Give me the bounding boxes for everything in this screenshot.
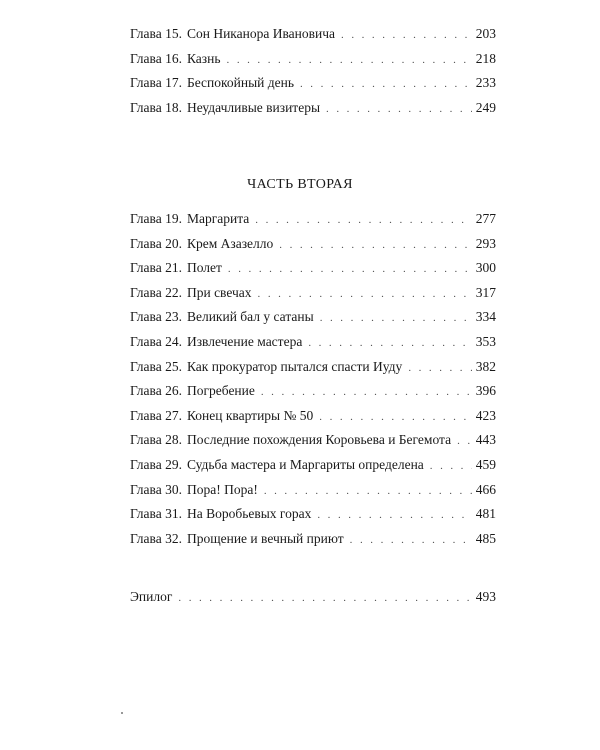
toc-entry-label (130, 453, 424, 478)
dot-leader (279, 233, 471, 258)
page-number: 317 (475, 284, 496, 300)
dot-leader (264, 479, 472, 504)
toc-entry-label (130, 379, 255, 404)
print-speck (121, 712, 123, 714)
chapter-number: Глава 27. (130, 407, 182, 423)
chapter-number: Глава 17. (130, 75, 182, 91)
page-number: 485 (475, 530, 496, 546)
chapter-title: При свечах (186, 284, 252, 300)
chapter-number: Глава 26. (130, 383, 182, 399)
chapter-title: Судьба мастера и Маргариты определена (186, 456, 424, 472)
chapter-number: Глава 21. (130, 260, 182, 276)
dot-leader (350, 528, 472, 553)
toc-entry-15 (130, 22, 496, 47)
chapter-title: На Воробьевых горах (186, 506, 312, 522)
chapter-number: Глава 24. (130, 333, 182, 349)
chapter-number: Глава 22. (130, 284, 182, 300)
toc-entry-27 (130, 404, 496, 429)
chapter-number: Глава 15. (130, 26, 182, 41)
page-number: 277 (475, 211, 496, 226)
toc-entry-epilogue (130, 585, 496, 610)
toc-entry-28 (130, 428, 496, 453)
page-number: 396 (475, 383, 496, 399)
page-number: 233 (475, 75, 496, 91)
toc-entry-label (130, 22, 335, 47)
toc-entry-20 (130, 232, 496, 257)
chapter-title: Прощение и вечный приют (186, 530, 344, 546)
toc-entry-23 (130, 305, 496, 330)
toc-entry-19 (130, 207, 496, 232)
dot-leader (227, 48, 472, 73)
chapter-number: Глава 30. (130, 481, 182, 497)
dot-leader (408, 356, 471, 381)
chapter-number: Глава 16. (130, 50, 182, 66)
toc-entry-label (130, 527, 344, 552)
toc-entry-label (130, 404, 313, 429)
chapter-title: Погребение (186, 383, 255, 399)
toc-entry-30 (130, 478, 496, 503)
chapter-number: Глава 23. (130, 309, 182, 325)
toc-entry-label (130, 232, 273, 257)
toc-entry-17 (130, 71, 496, 96)
chapter-number: Глава 19. (130, 211, 182, 226)
toc-entry-31 (130, 502, 496, 527)
toc-entry-label (130, 96, 320, 121)
chapter-number: Глава 32. (130, 530, 182, 546)
page-number: 443 (475, 432, 496, 448)
toc-part-one-tail (130, 22, 496, 120)
chapter-number: Глава 31. (130, 506, 182, 522)
toc-entry-29 (130, 453, 496, 478)
dot-leader (341, 23, 472, 48)
toc-entry-label (130, 305, 314, 330)
page-number: 249 (475, 99, 496, 115)
page-number: 382 (475, 358, 496, 374)
dot-leader (308, 331, 471, 356)
toc-entry-32 (130, 527, 496, 552)
page-number: 481 (475, 506, 496, 522)
epilogue-title: Эпилог (130, 589, 173, 604)
page-number: 334 (475, 309, 496, 325)
page-number: 203 (475, 26, 496, 41)
dot-leader (300, 72, 472, 97)
chapter-title: Неудачливые визитеры (186, 99, 321, 115)
toc-epilogue (130, 585, 496, 610)
toc-entry-label (130, 207, 249, 232)
page-number: 466 (475, 481, 496, 497)
toc-entry-22 (130, 281, 496, 306)
toc-entry-26 (130, 379, 496, 404)
chapter-title: Конец квартиры № 50 (186, 407, 314, 423)
chapter-title: Крем Азазелло (186, 235, 274, 251)
chapter-title: Великий бал у сатаны (186, 309, 314, 325)
dot-leader (319, 405, 471, 430)
dot-leader (320, 306, 472, 331)
chapter-title: Извлечение мастера (186, 333, 303, 349)
page-number: 300 (475, 260, 496, 276)
toc-entry-label (130, 478, 258, 503)
part-two-heading: ЧАСТЬ ВТОРАЯ (247, 177, 353, 192)
toc-part-two (130, 207, 496, 551)
dot-leader (228, 257, 472, 282)
toc-entry-label (130, 502, 311, 527)
page-number: 218 (475, 50, 496, 66)
toc-entry-24 (130, 330, 496, 355)
dot-leader (255, 208, 471, 233)
chapter-title: Казнь (186, 50, 221, 66)
chapter-title: Пора! Пора! (186, 481, 258, 497)
chapter-title: Сон Никанора Ивановича (186, 26, 336, 41)
chapter-number: Глава 28. (130, 432, 182, 448)
toc-entry-16 (130, 47, 496, 72)
page-number: 293 (475, 235, 496, 251)
toc-entry-label (130, 355, 402, 380)
chapter-title: Маргарита (186, 211, 250, 226)
page-number: 353 (475, 333, 496, 349)
chapter-title: Полет (186, 260, 222, 276)
chapter-number: Глава 25. (130, 358, 182, 374)
toc-entry-label (130, 47, 221, 72)
dot-leader (261, 380, 472, 405)
chapter-number: Глава 29. (130, 456, 182, 472)
chapter-title: Последние похождения Коровьева и Бегемота (186, 432, 452, 448)
chapter-title: Как прокуратор пытался спасти Иуду (186, 358, 403, 374)
toc-entry-25 (130, 355, 496, 380)
toc-entry-21 (130, 256, 496, 281)
toc-entry-label (130, 428, 451, 453)
toc-entry-label (130, 71, 294, 96)
dot-leader (457, 429, 472, 454)
chapter-number: Глава 18. (130, 99, 182, 115)
toc-entry-18 (130, 96, 496, 121)
page-number: 493 (475, 589, 496, 604)
dot-leader (326, 97, 472, 122)
chapter-number: Глава 20. (130, 235, 182, 251)
dot-leader (317, 503, 471, 528)
dot-leader (430, 454, 472, 479)
toc-entry-label (130, 256, 222, 281)
page-number: 459 (475, 456, 496, 472)
page-number: 423 (475, 407, 496, 423)
dot-leader (178, 586, 471, 611)
chapter-title: Беспокойный день (186, 75, 294, 91)
dot-leader (258, 282, 472, 307)
toc-entry-label (130, 330, 302, 355)
toc-entry-label (130, 281, 252, 306)
